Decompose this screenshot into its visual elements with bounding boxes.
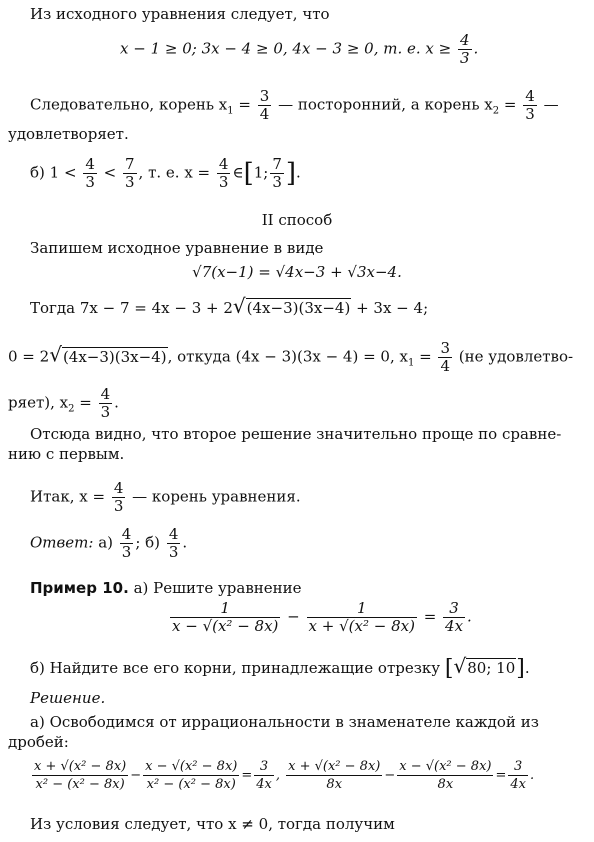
fraction: $\frac{3}{4}$ [259,87,270,123]
equation-line: $\frac{\text{x + √(x² − 8x)}}{\text{x² − (x² − 8x)}}$ − $\frac{\text{x − √(x² − 8x)}}{\text{x² − (x² − 8x)}}$ = $\frac{3}{4x}$ , $\frac{\text{x + √(x² − 8x)}}{8x}$ − $\frac{\text{x − √(x² − 8x)}}{8x}$ = $\frac{3}{4x}$ . [34,759,535,792]
equation-line: √7(x−1) = √4x−3 + √3x−4. [192,263,402,281]
answer-label: Ответ: [30,533,94,552]
text-line: ряет), $x_2$ = $\frac{4}{3}$ . [8,385,119,421]
text-line: б) 1 < $\frac{4}{3}$ < $\frac{7}{3}$ , т. е. x = $\frac{4}{3}$ ∈[1; $\frac{7}{3}$ ]. [30,155,301,191]
text-line: Итак, x = $\frac{4}{3}$ — корень уравнения. [30,479,301,515]
text-line: б) Найдите все его корни, принадлежащие отрезку [√80; 10]. [30,654,530,681]
equation-line: $\frac{1}{\text{x − √(x² − 8x)}}$ − $\frac{1}{\text{x + √(x² − 8x)}}$ = $\frac{3}{4x}$ . [172,599,472,635]
text-line: удовлетворяет. [8,125,129,143]
answer-line: Ответ: а) $\frac{4}{3}$ ; б) $\frac{4}{3}$ . [30,525,188,561]
text-line: Тогда 7x − 7 = 4x − 3 + 2√(4x−3)(3x−4) + 3x − 4; [30,294,429,318]
fraction: $\frac{4}{3}$ [460,31,470,67]
text-line: Из исходного уравнения следует, что [30,5,330,23]
text-line: а) Освободимся от иррациональности в знаменателе каждой из [30,713,539,731]
text-line: Из условия следует, что x ≠ 0, тогда получим [30,815,395,833]
text-line: 0 = 2√(4x−3)(3x−4), откуда (4x − 3)(3x − 4) = 0, $x_1$ = $\frac{3}{4}$ (не удовлетво- [8,339,574,375]
text-line: Отсюда видно, что второе решение значительно проще по сравне- [30,425,562,443]
text-line: Следовательно, корень $x_1$ = $\frac{3}{4}$ — посторонний, а корень $x_2$ = $\frac{4}{3}$ — [30,87,559,123]
inequality-text: x − 1 ≥ 0; 3x − 4 ≥ 0, 4x − 3 ≥ 0, т. е. x ≥ [120,39,452,58]
fraction: $\frac{4}{3}$ [525,87,535,123]
example-title: Пример 10. [30,579,129,597]
text-line: Запишем исходное уравнение в виде [30,239,324,257]
text-line: нию с первым. [8,445,125,463]
solution-label: Решение. [30,689,106,707]
inequality-line: x − 1 ≥ 0; 3x − 4 ≥ 0, 4x − 3 ≥ 0, т. е. x ≥ $\frac{4}{3}$ . [120,31,479,67]
section-heading: II способ [261,211,333,229]
example-heading-line: Пример 10. а) Решите уравнение [30,579,302,597]
text-line: дробей: [8,733,69,751]
